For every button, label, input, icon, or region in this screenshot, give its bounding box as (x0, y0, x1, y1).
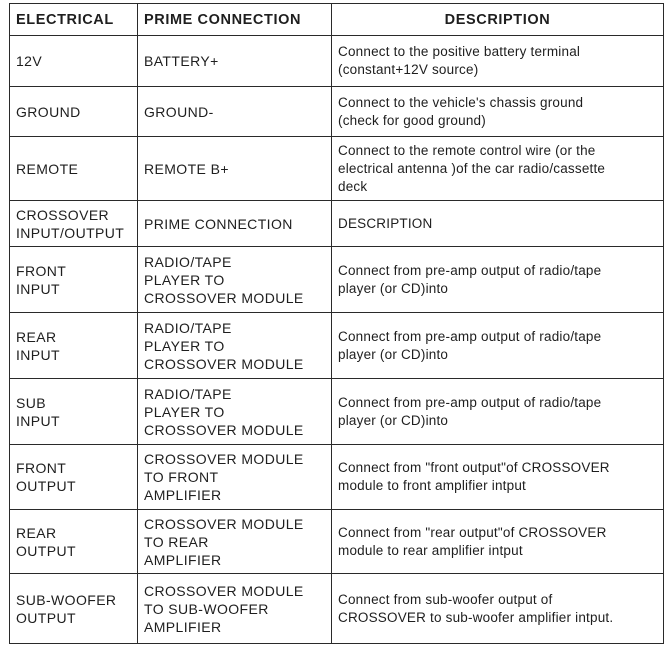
cell-prime-text: BATTERY+ (144, 53, 219, 69)
cell-description-text: Connect to the vehicle's chassis ground (check for good ground) (338, 94, 584, 128)
cell-electrical-text: SUB INPUT (16, 394, 60, 429)
table-row (10, 247, 664, 313)
table-row (10, 510, 664, 574)
cell-prime (138, 574, 332, 644)
cell-description (332, 87, 664, 137)
cell-description (332, 36, 664, 87)
crossover-header-description-text: DESCRIPTION (338, 215, 433, 231)
cell-electrical-text: FRONT INPUT (16, 262, 67, 297)
cell-prime-text: RADIO/TAPE PLAYER TO CROSSOVER MODULE (144, 253, 304, 306)
table-row (10, 137, 664, 201)
cell-electrical-text: REMOTE (16, 160, 79, 177)
cell-electrical-text: REAR INPUT (16, 328, 60, 363)
crossover-header-label (10, 201, 138, 247)
cell-electrical-text: SUB-WOOFER OUTPUT (16, 591, 117, 626)
table-row (10, 379, 664, 445)
cell-description-text: Connect from pre-amp output of radio/tape player (or CD)into (338, 394, 602, 428)
cell-prime-text: RADIO/TAPE PLAYER TO CROSSOVER MODULE (144, 319, 304, 372)
header-description: DESCRIPTION (332, 4, 664, 36)
cell-electrical (10, 137, 138, 201)
cell-prime-text: RADIO/TAPE PLAYER TO CROSSOVER MODULE (144, 385, 304, 438)
crossover-header-description (332, 201, 664, 247)
table-row (10, 313, 664, 379)
cell-description (332, 445, 664, 510)
cell-prime (138, 137, 332, 201)
crossover-header-prime (138, 201, 332, 247)
crossover-header-row (10, 201, 664, 247)
cell-description (332, 379, 664, 445)
cell-prime-text: CROSSOVER MODULE TO FRONT AMPLIFIER (144, 451, 304, 503)
cell-electrical (10, 574, 138, 644)
wiring-table (9, 3, 664, 644)
cell-electrical (10, 36, 138, 87)
cell-prime (138, 379, 332, 445)
cell-electrical (10, 87, 138, 137)
cell-electrical (10, 445, 138, 510)
cell-prime-text: CROSSOVER MODULE TO REAR AMPLIFIER (144, 515, 304, 568)
cell-description-text: Connect to the remote control wire (or the electrical antenna )of the car radio/cassette deck (338, 142, 606, 194)
cell-description-text: Connect from sub-woofer output of CROSSOVER to sub-woofer amplifier intput. (338, 591, 614, 625)
table-row (10, 36, 664, 87)
cell-description (332, 574, 664, 644)
header-prime-connection: PRIME CONNECTION (138, 4, 332, 36)
cell-prime (138, 510, 332, 574)
table-row (10, 87, 664, 137)
table-row (10, 445, 664, 510)
cell-description-text: Connect from pre-amp output of radio/tape player (or CD)into (338, 262, 602, 296)
cell-description (332, 313, 664, 379)
cell-electrical-text: 12V (16, 53, 43, 69)
cell-prime (138, 445, 332, 510)
cell-prime (138, 247, 332, 313)
cell-prime-text: REMOTE B+ (144, 160, 229, 177)
cell-description (332, 247, 664, 313)
cell-electrical (10, 247, 138, 313)
cell-prime-text: CROSSOVER MODULE TO SUB-WOOFER AMPLIFIER (144, 582, 304, 635)
cell-description-text: Connect to the positive battery terminal (constant+12V source) (338, 44, 581, 77)
table-header-row (10, 4, 664, 36)
cell-description-text: Connect from pre-amp output of radio/tape player (or CD)into (338, 328, 602, 362)
cell-prime (138, 36, 332, 87)
cell-electrical (10, 379, 138, 445)
crossover-header-prime-text: PRIME CONNECTION (144, 215, 293, 232)
cell-description (332, 510, 664, 574)
table-row (10, 574, 664, 644)
cell-electrical (10, 510, 138, 574)
cell-description-text: Connect from "front output"of CROSSOVER module to front amplifier intput (338, 460, 610, 493)
cell-electrical-text: GROUND (16, 103, 81, 120)
cell-prime (138, 87, 332, 137)
crossover-header-label-text: CROSSOVER INPUT/OUTPUT (16, 206, 125, 241)
cell-prime-text: GROUND- (144, 103, 214, 120)
header-electrical: ELECTRICAL (10, 4, 138, 36)
cell-electrical-text: FRONT OUTPUT (16, 460, 76, 494)
cell-description (332, 137, 664, 201)
cell-electrical-text: REAR OUTPUT (16, 524, 76, 559)
cell-electrical (10, 313, 138, 379)
cell-prime (138, 313, 332, 379)
cell-description-text: Connect from "rear output"of CROSSOVER module to rear amplifier intput (338, 524, 607, 558)
table-body (10, 36, 664, 644)
